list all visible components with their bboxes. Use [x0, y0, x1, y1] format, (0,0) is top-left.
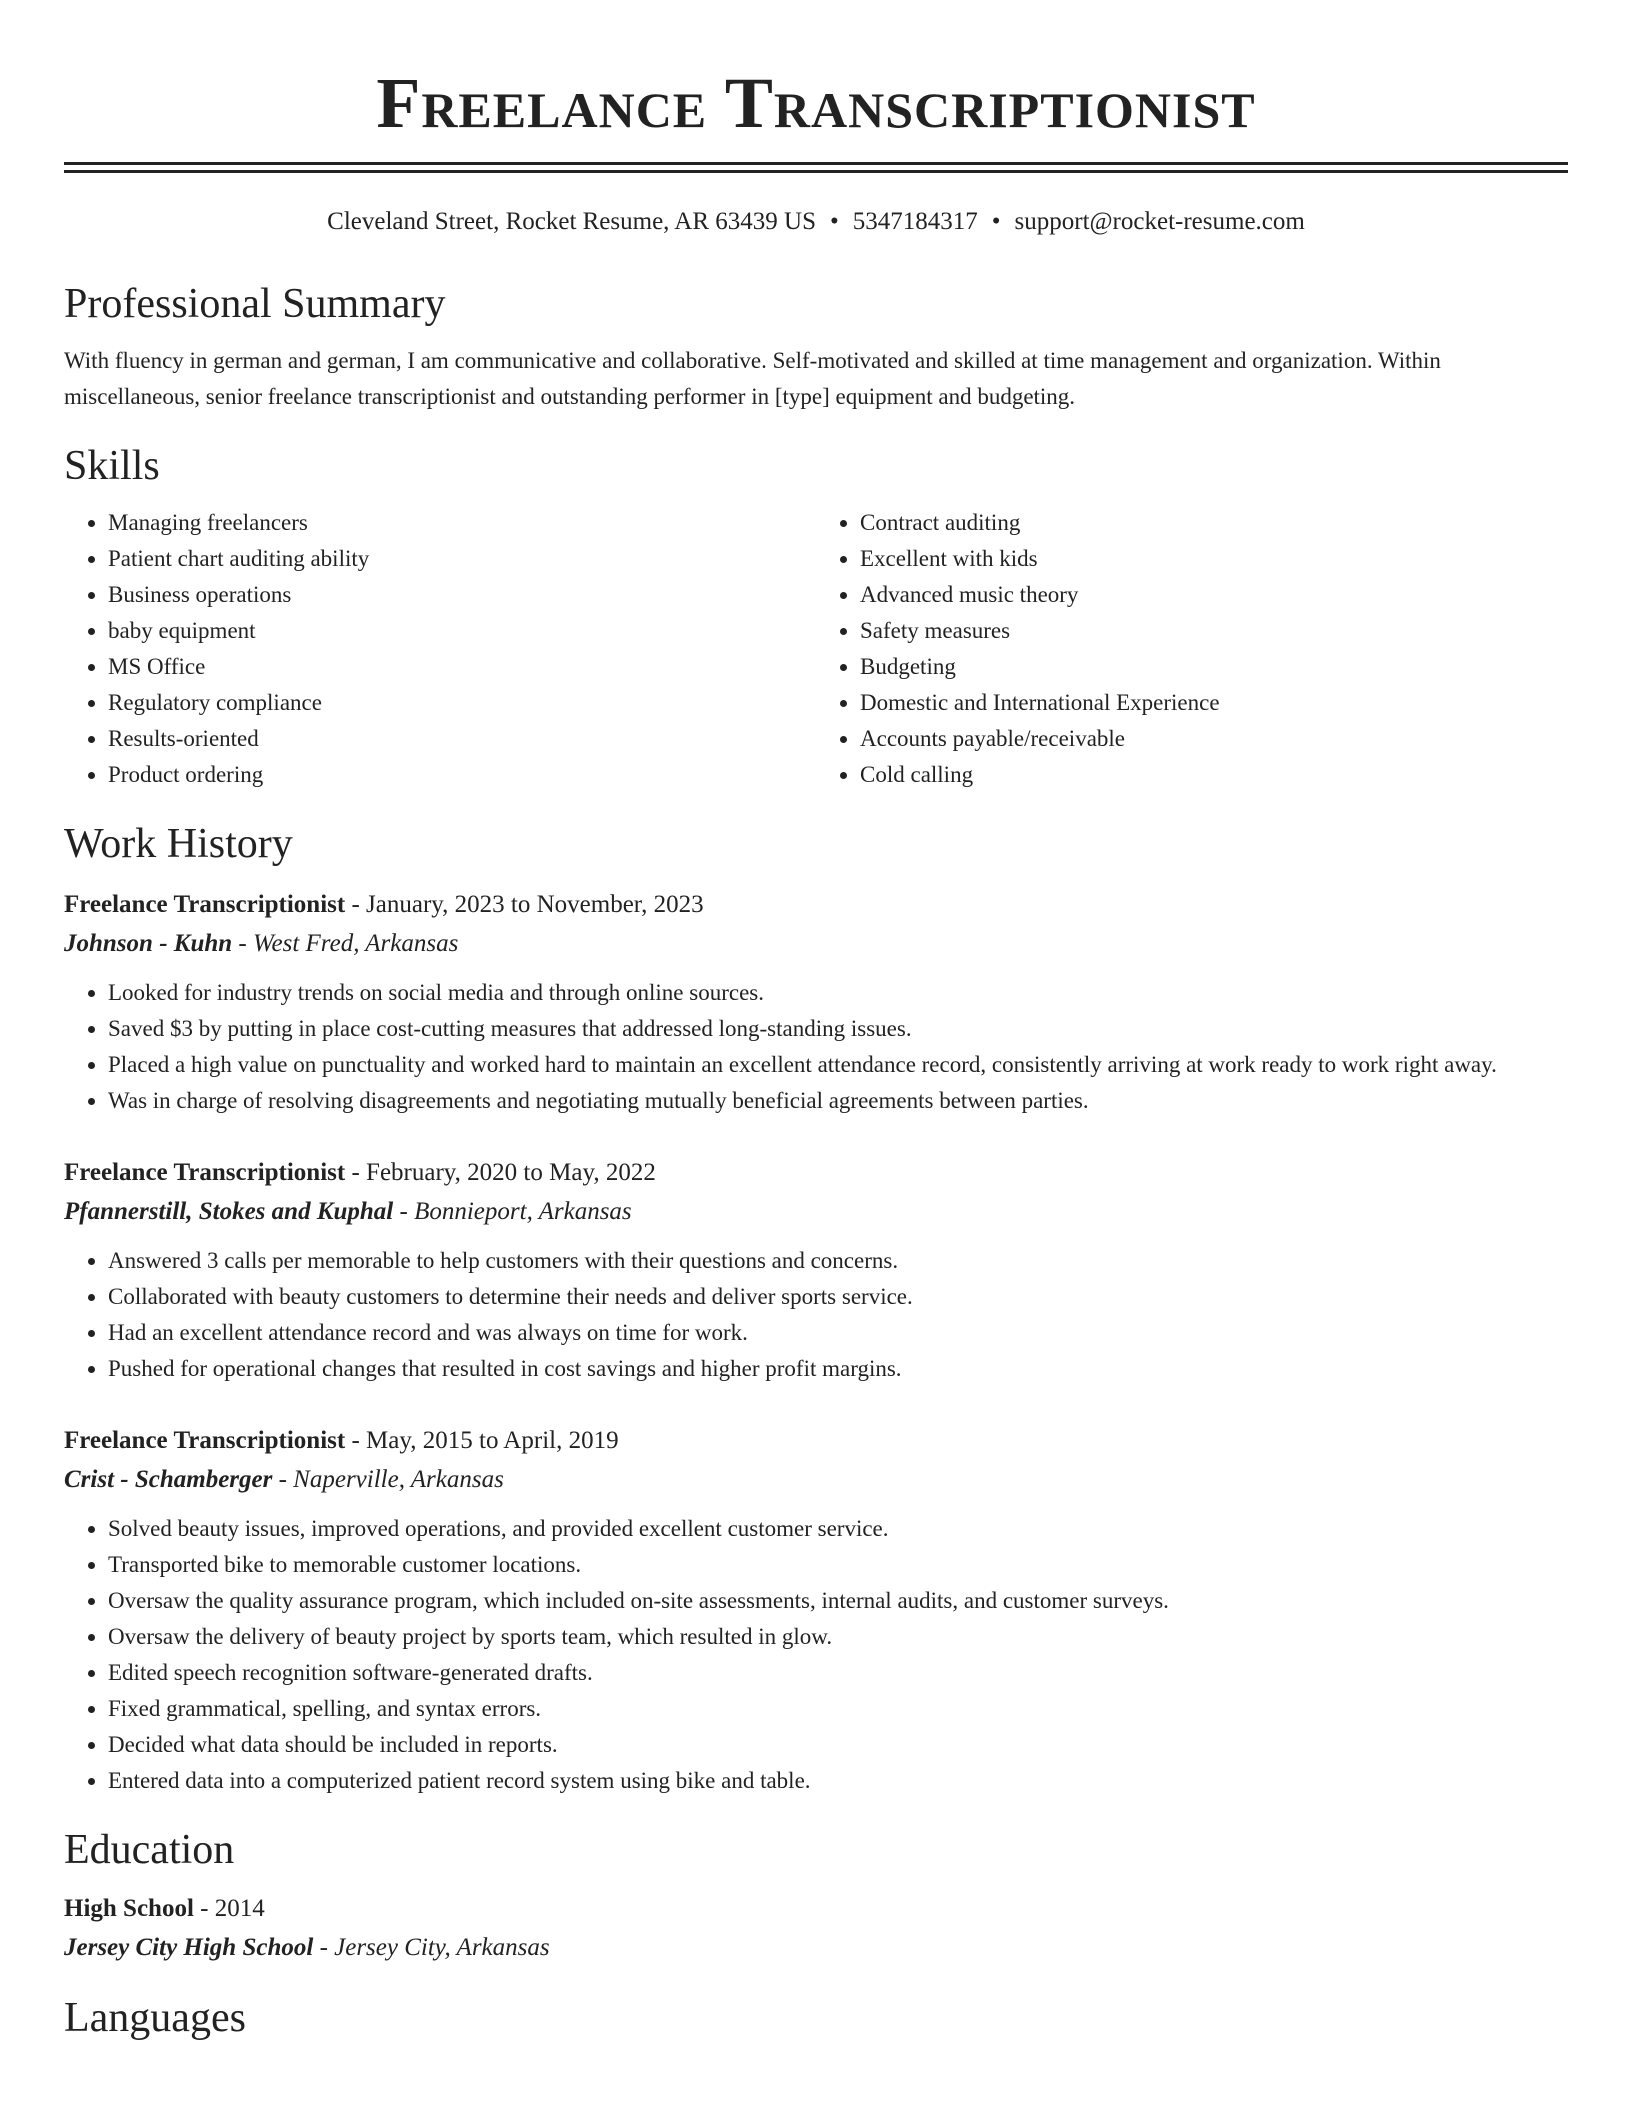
education-year: - 2014: [193, 1895, 265, 1922]
contact-address: Cleveland Street, Rocket Resume, AR 63439 US: [327, 208, 816, 235]
skill-item: • MS Office: [108, 649, 816, 685]
education-section: [64, 1825, 1568, 1967]
education-location: - Jersey City, Arkansas: [313, 1934, 550, 1961]
skills-columns: [64, 505, 1568, 793]
education-school: Jersey City High School: [64, 1934, 314, 1961]
languages-heading: Languages: [64, 1995, 246, 2041]
education-heading: Education: [64, 1827, 235, 1873]
job-company-line: [64, 1193, 1568, 1231]
job-company: Pfannerstill, Stokes and Kuphal: [64, 1198, 394, 1225]
header-double-rule: [64, 162, 1568, 173]
skill-item: • Budgeting: [860, 649, 1568, 685]
job-bullet: • Saved $3 by putting in place cost-cutting measures that addressed long-standing issues.: [108, 1011, 1568, 1047]
job-bullet: • Fixed grammatical, spelling, and syntax errors.: [108, 1691, 1568, 1727]
resume-name: Freelance Transcriptionist: [376, 63, 1256, 143]
skills-list-left: [64, 505, 816, 793]
job-dates: - May, 2015 to April, 2019: [345, 1427, 619, 1454]
job-title: Freelance Transcriptionist: [64, 1159, 346, 1186]
contact-email: support@rocket-resume.com: [1014, 208, 1305, 235]
contact-line: [64, 205, 1568, 239]
languages-section: [64, 1993, 1568, 2043]
job-bullet: • Collaborated with beauty customers to determine their needs and deliver sports service.: [108, 1279, 1568, 1315]
job-bullet: • Entered data into a computerized patient record system using bike and table.: [108, 1763, 1568, 1799]
job-bullets: [64, 1243, 1568, 1387]
job-bullet: • Oversaw the quality assurance program, which included on-site assessments, internal audits, and customer surveys.: [108, 1583, 1568, 1619]
job-bullet: • Looked for industry trends on social media and through online sources.: [108, 975, 1568, 1011]
job-location: - Naperville, Arkansas: [272, 1466, 504, 1493]
job-bullet: • Placed a high value on punctuality and worked hard to maintain an excellent attendance record, consistently arriving at work ready to work right away.: [108, 1047, 1568, 1083]
job-location: - Bonnieport, Arkansas: [393, 1198, 632, 1225]
job-bullet: • Oversaw the delivery of beauty project by sports team, which resulted in glow.: [108, 1619, 1568, 1655]
skill-item: • Managing freelancers: [108, 505, 816, 541]
job-company-line: [64, 1461, 1568, 1499]
skill-item: • Results-oriented: [108, 721, 816, 757]
job-bullet: • Pushed for operational changes that resulted in cost savings and higher profit margins.: [108, 1351, 1568, 1387]
job-bullet: • Had an excellent attendance record and was always on time for work.: [108, 1315, 1568, 1351]
job-bullet: • Solved beauty issues, improved operations, and provided excellent customer service.: [108, 1511, 1568, 1547]
education-school-line: [64, 1929, 1568, 1967]
skill-item: • Accounts payable/receivable: [860, 721, 1568, 757]
job-bullet: • Was in charge of resolving disagreements and negotiating mutually beneficial agreements between parties.: [108, 1083, 1568, 1119]
skills-list-right: [816, 505, 1568, 793]
job-company-line: [64, 925, 1568, 963]
education-entry: [64, 1889, 1568, 1967]
skill-item: • Patient chart auditing ability: [108, 541, 816, 577]
work-history-section: [64, 819, 1568, 1799]
skill-item: • Cold calling: [860, 757, 1568, 793]
job-title: Freelance Transcriptionist: [64, 891, 346, 918]
summary-heading: Professional Summary: [64, 281, 446, 327]
job-entry: [64, 1421, 1568, 1799]
skill-item: • Excellent with kids: [860, 541, 1568, 577]
job-dates: - January, 2023 to November, 2023: [345, 891, 704, 918]
job-title-line: [64, 1421, 1568, 1461]
skill-item: • Contract auditing: [860, 505, 1568, 541]
job-bullet: • Edited speech recognition software-generated drafts.: [108, 1655, 1568, 1691]
skill-item: • Domestic and International Experience: [860, 685, 1568, 721]
job-bullet: • Transported bike to memorable customer locations.: [108, 1547, 1568, 1583]
summary-text: With fluency in german and german, I am communicative and collaborative. Self-motivated and skilled at time management and organization. Within miscellaneous, senior freelance transcriptionist and outstanding performer in [type] equipment and budgeting.: [64, 348, 1441, 409]
contact-separator: •: [991, 208, 1001, 235]
job-title: Freelance Transcriptionist: [64, 1427, 346, 1454]
job-bullet: • Decided what data should be included in reports.: [108, 1727, 1568, 1763]
skill-item: • Regulatory compliance: [108, 685, 816, 721]
skills-section: [64, 441, 1568, 793]
skills-heading: Skills: [64, 443, 160, 489]
contact-phone: 5347184317: [852, 208, 978, 235]
job-company: Crist - Schamberger: [64, 1466, 273, 1493]
skill-item: • Business operations: [108, 577, 816, 613]
job-title-line: [64, 1153, 1568, 1193]
education-degree-line: [64, 1889, 1568, 1929]
job-bullet: • Answered 3 calls per memorable to help customers with their questions and concerns.: [108, 1243, 1568, 1279]
skill-item: • Safety measures: [860, 613, 1568, 649]
education-degree: High School: [64, 1895, 194, 1922]
skill-item: • Advanced music theory: [860, 577, 1568, 613]
job-bullets: [64, 1511, 1568, 1799]
job-company: Johnson - Kuhn: [64, 930, 233, 957]
contact-separator: •: [830, 208, 839, 235]
skill-item: • baby equipment: [108, 613, 816, 649]
job-entry: [64, 1153, 1568, 1387]
job-dates: - February, 2020 to May, 2022: [345, 1159, 656, 1186]
job-location: - West Fred, Arkansas: [232, 930, 459, 957]
summary-section: [64, 279, 1568, 415]
job-title-line: [64, 885, 1568, 925]
job-bullets: [64, 975, 1568, 1119]
work-history-heading: Work History: [64, 821, 293, 867]
job-entry: [64, 885, 1568, 1119]
skill-item: • Product ordering: [108, 757, 816, 793]
